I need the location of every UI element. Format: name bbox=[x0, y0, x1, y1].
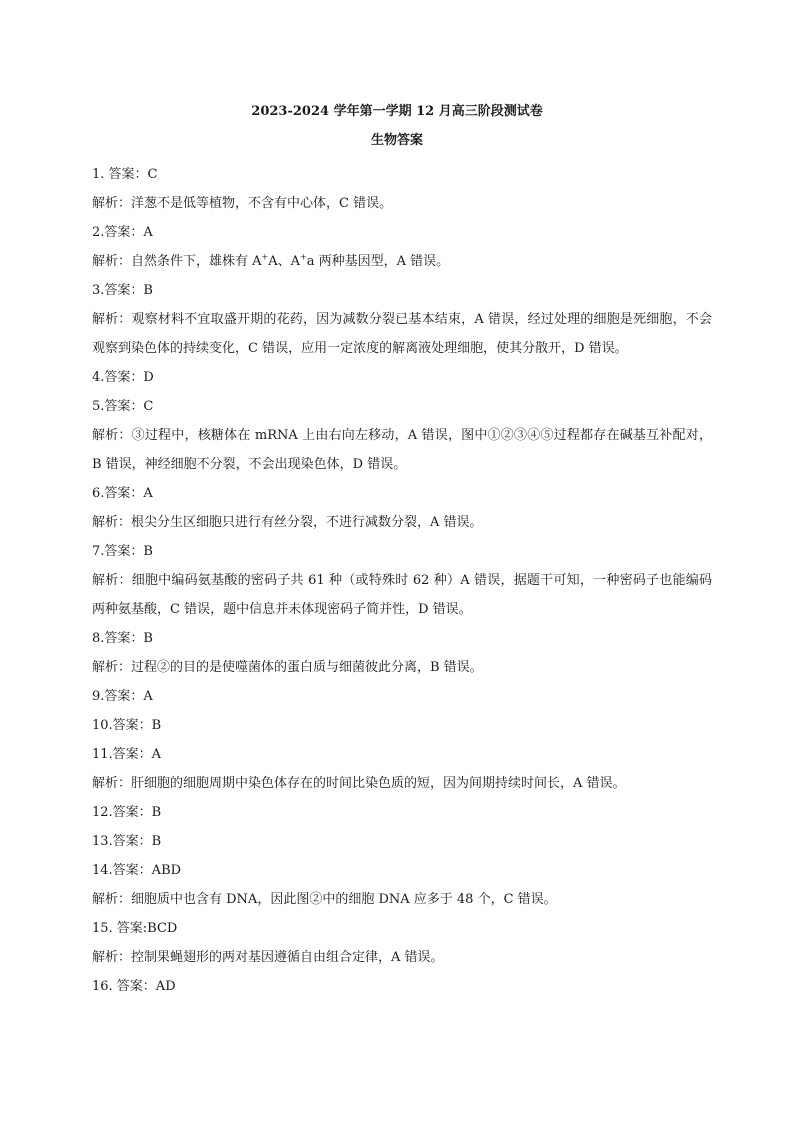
answer-3: 3.答案：B bbox=[92, 283, 153, 298]
answer-7: 7.答案：B bbox=[92, 544, 153, 559]
analysis-11: 解析：肝细胞的细胞周期中染色体存在的时间比染色质的短，因为间期持续时间长，A 错误。 bbox=[92, 776, 626, 791]
answer-11: 11.答案：A bbox=[92, 747, 162, 762]
analysis-15: 解析：控制果蝇翅形的两对基因遵循自由组合定律，A 错误。 bbox=[92, 950, 444, 965]
answer-16: 16. 答案：AD bbox=[92, 979, 176, 994]
answer-15: 15. 答案:BCD bbox=[92, 921, 178, 936]
analysis-14: 解析：细胞质中也含有 DNA，因此图②中的细胞 DNA 应多于 48 个，C 错误。 bbox=[92, 892, 557, 907]
answer-14: 14.答案：ABD bbox=[92, 863, 182, 878]
answer-9: 9.答案：A bbox=[92, 689, 153, 704]
document-title: 2023-2024 学年第一学期 12 月高三阶段测试卷 bbox=[251, 104, 543, 119]
answer-6: 6.答案：A bbox=[92, 486, 153, 501]
answer-12: 12.答案：B bbox=[92, 805, 162, 820]
analysis-6: 解析：根尖分生区细胞只进行有丝分裂，不进行减数分裂，A 错误。 bbox=[92, 515, 483, 530]
document-subtitle: 生物答案 bbox=[370, 133, 423, 148]
analysis-3: 解析：观察材料不宜取盛开期的花药，因为减数分裂已基本结束，A 错误，经过处理的细胞是死细胞，不会观察到染色体的持续变化，C 错误，应用一定浓度的解离液处理细胞，使其分散开，D 错误。 bbox=[92, 312, 712, 356]
answer-list bbox=[92, 160, 712, 1001]
answer-4: 4.答案：D bbox=[92, 370, 154, 385]
answer-1: 1. 答案：C bbox=[92, 167, 158, 182]
analysis-7: 解析：细胞中编码氨基酸的密码子共 61 种（或特殊时 62 种）A 错误，据题干可知，一种密码子也能编码两种氨基酸，C 错误，题中信息并未体现密码子简并性，D 错误。 bbox=[92, 573, 712, 617]
analysis-2: 解析：自然条件下，雄株有 A+A、A+a 两种基因型，A 错误。 bbox=[92, 252, 450, 269]
analysis-5: 解析：③过程中，核糖体在 mRNA 上由右向左移动，A 错误，图中①②③④⑤过程都存在碱基互补配对，B 错误，神经细胞不分裂，不会出现染色体，D 错误。 bbox=[92, 428, 712, 472]
answer-5: 5.答案：C bbox=[92, 399, 154, 414]
analysis-1: 解析：洋葱不是低等植物，不含有中心体，C 错误。 bbox=[92, 196, 393, 211]
analysis-8: 解析：过程②的目的是使噬菌体的蛋白质与细菌彼此分离，B 错误。 bbox=[92, 660, 483, 675]
answer-8: 8.答案：B bbox=[92, 631, 153, 646]
answer-13: 13.答案：B bbox=[92, 834, 162, 849]
answer-10: 10.答案：B bbox=[92, 718, 162, 733]
answer-2: 2.答案：A bbox=[92, 225, 153, 240]
